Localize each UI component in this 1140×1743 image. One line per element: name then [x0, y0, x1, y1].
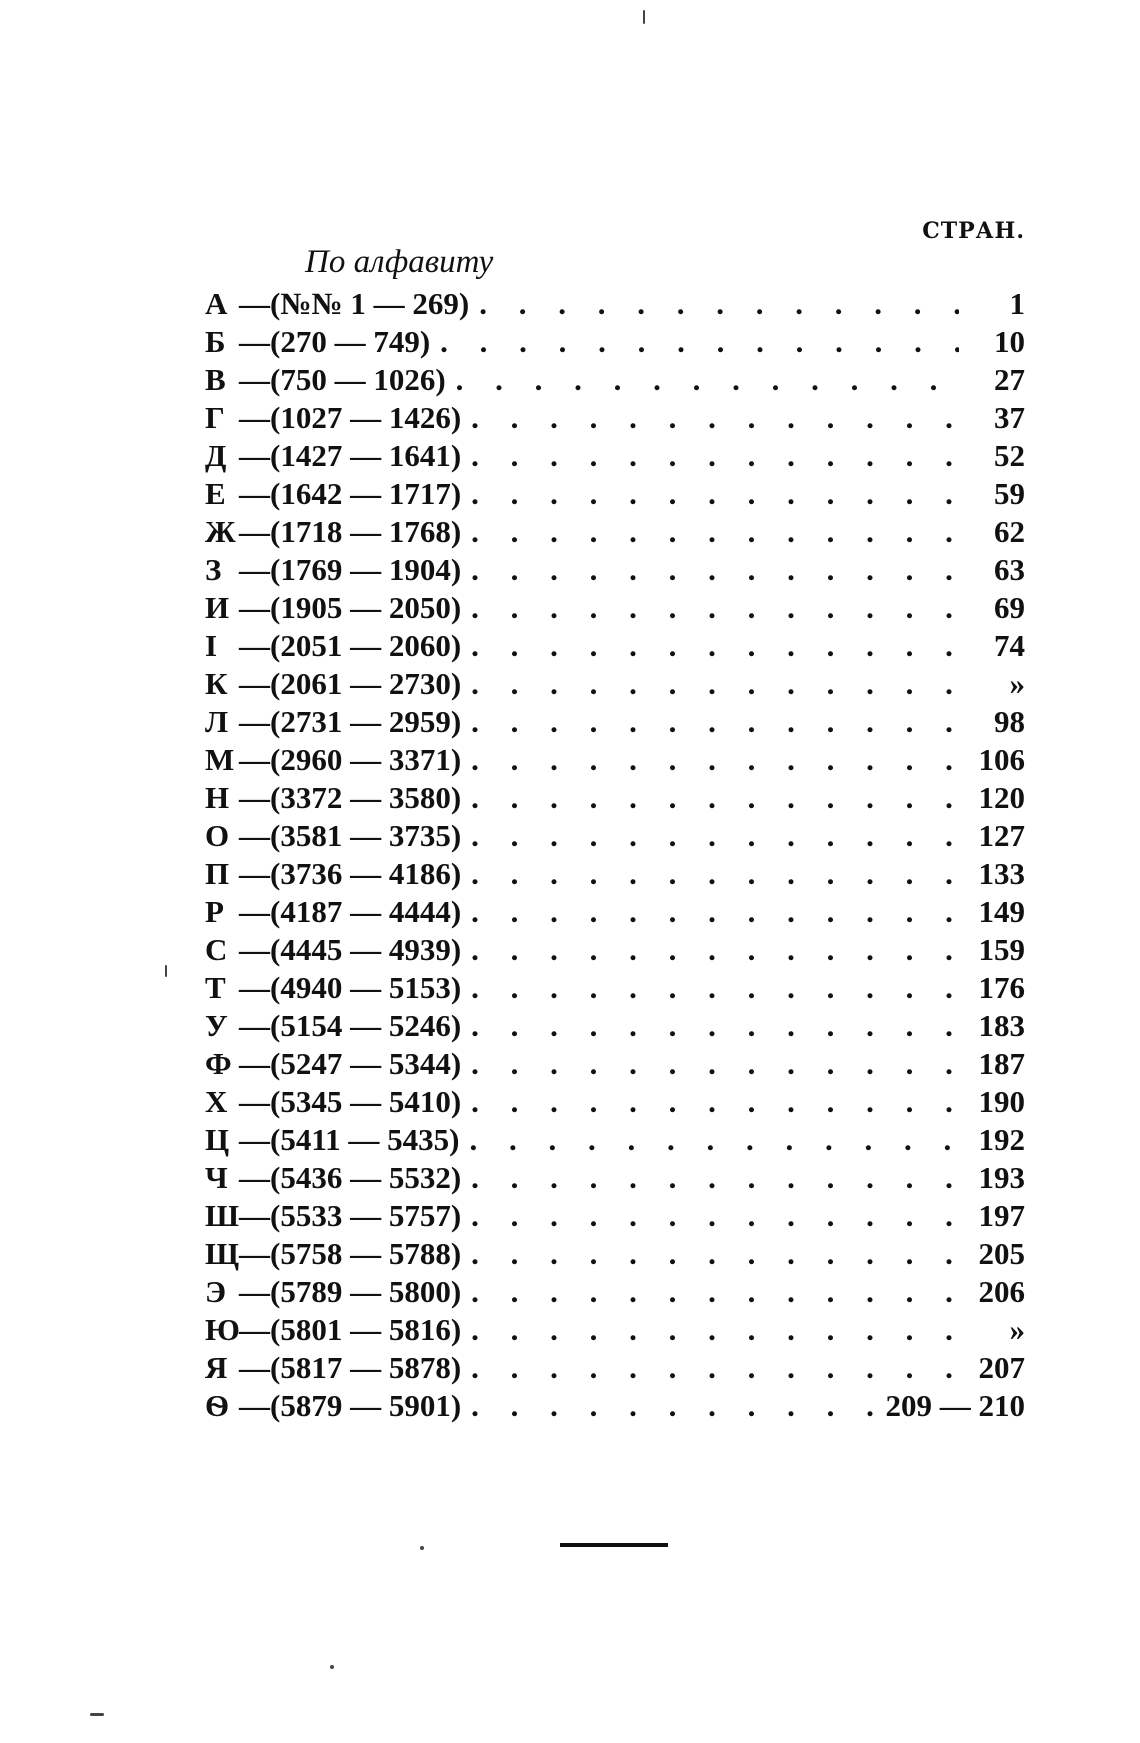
toc-row — [205, 285, 1025, 323]
toc-number-range: —(5789 — 5800) — [239, 1274, 462, 1309]
dot-leader — [471, 1235, 959, 1273]
toc-number-range: —(2051 — 2060) — [239, 628, 462, 663]
toc-row — [205, 1083, 1025, 1121]
toc-letter: Р — [205, 894, 224, 929]
toc-row — [205, 817, 1025, 855]
toc-number-range: —(5817 — 5878) — [239, 1350, 462, 1385]
dot-leader — [471, 893, 959, 931]
toc-row — [205, 893, 1025, 931]
toc-number-range: —(5533 — 5757) — [239, 1198, 462, 1233]
toc-row — [205, 627, 1025, 665]
toc-number-range: —(4187 — 4444) — [239, 894, 462, 929]
toc-number-range: —(5411 — 5435) — [239, 1122, 460, 1157]
toc-page-number: 133 — [978, 856, 1025, 891]
toc-page-number: 62 — [994, 514, 1025, 549]
section-title: По алфавиту — [305, 244, 494, 280]
dot-leader — [471, 1273, 959, 1311]
toc-row — [205, 1311, 1025, 1349]
toc-letter: Д — [205, 438, 227, 473]
toc-number-range: —(5879 — 5901) — [239, 1388, 462, 1423]
toc-page-number: 197 — [978, 1198, 1025, 1233]
toc-page-number: 52 — [994, 438, 1025, 473]
toc-letter: В — [205, 362, 226, 397]
toc-page-number: 106 — [978, 742, 1025, 777]
toc-row — [205, 1349, 1025, 1387]
toc-letter: С — [205, 932, 228, 967]
dot-leader — [471, 475, 959, 513]
toc-letter: И — [205, 590, 230, 625]
toc-row — [205, 779, 1025, 817]
toc-number-range: —(2731 — 2959) — [239, 704, 462, 739]
toc-page-number: 1 — [1009, 286, 1025, 321]
toc-letter: К — [205, 666, 228, 701]
toc-letter: О — [205, 818, 230, 853]
dot-leader — [471, 817, 959, 855]
toc-number-range: —(750 — 1026) — [239, 362, 446, 397]
toc-page-number: 187 — [978, 1046, 1025, 1081]
toc-number-range: —(4445 — 4939) — [239, 932, 462, 967]
toc-row — [205, 665, 1025, 703]
toc-page-number: 190 — [978, 1084, 1025, 1119]
toc-number-range: —(5436 — 5532) — [239, 1160, 462, 1195]
dot-leader — [471, 855, 959, 893]
toc-letter: Ш — [205, 1198, 240, 1233]
toc-page-number: 192 — [978, 1122, 1025, 1157]
toc-page-number: 206 — [978, 1274, 1025, 1309]
toc-letter: М — [205, 742, 235, 777]
toc-number-range: —(2061 — 2730) — [239, 666, 462, 701]
toc-letter: Ѳ — [205, 1388, 230, 1423]
toc-letter: Х — [205, 1084, 228, 1119]
dot-leader — [471, 1045, 959, 1083]
toc-number-range: —(1642 — 1717) — [239, 476, 462, 511]
dot-leader — [471, 665, 959, 703]
toc-page-number: » — [1009, 1312, 1025, 1347]
toc-row — [205, 1273, 1025, 1311]
toc-page-number: 69 — [994, 590, 1025, 625]
toc-page-number: 98 — [994, 704, 1025, 739]
dot-leader — [471, 551, 959, 589]
toc-number-range: —(5247 — 5344) — [239, 1046, 462, 1081]
dot-leader — [471, 703, 959, 741]
dot-leader — [471, 1159, 959, 1197]
toc-row — [205, 855, 1025, 893]
toc-letter: З — [205, 552, 222, 587]
toc-row — [205, 589, 1025, 627]
toc-row — [205, 1121, 1025, 1159]
toc-number-range: —(№№ 1 — 269) — [239, 286, 470, 321]
toc-letter: Ю — [205, 1312, 240, 1347]
dot-leader — [471, 1197, 959, 1235]
toc-page-number: 74 — [994, 628, 1025, 663]
toc-number-range: —(5345 — 5410) — [239, 1084, 462, 1119]
dot-leader — [471, 779, 959, 817]
table-of-contents — [205, 285, 1025, 1425]
toc-letter: Б — [205, 324, 226, 359]
toc-number-range: —(270 — 749) — [239, 324, 431, 359]
toc-letter: Н — [205, 780, 230, 815]
dot-leader — [471, 969, 959, 1007]
toc-page-number: 10 — [994, 324, 1025, 359]
dot-leader — [471, 437, 959, 475]
toc-letter: Ц — [205, 1122, 230, 1157]
toc-letter: П — [205, 856, 230, 891]
dot-leader — [469, 1121, 959, 1159]
toc-number-range: —(2960 — 3371) — [239, 742, 462, 777]
dot-leader — [456, 361, 959, 399]
toc-page-number: 63 — [994, 552, 1025, 587]
toc-number-range: —(5801 — 5816) — [239, 1312, 462, 1347]
scan-speck — [90, 1713, 104, 1716]
toc-letter: Щ — [205, 1236, 240, 1271]
toc-row — [205, 475, 1025, 513]
dot-leader — [471, 1311, 959, 1349]
toc-letter: Ф — [205, 1046, 232, 1081]
toc-number-range: —(3372 — 3580) — [239, 780, 462, 815]
dot-leader — [479, 285, 959, 323]
toc-page-number: 59 — [994, 476, 1025, 511]
dot-leader — [471, 589, 959, 627]
toc-letter: А — [205, 286, 228, 321]
toc-page-number: 120 — [978, 780, 1025, 815]
toc-letter: Э — [205, 1274, 227, 1309]
toc-page-number: 27 — [994, 362, 1025, 397]
toc-row — [205, 513, 1025, 551]
toc-page-number: 183 — [978, 1008, 1025, 1043]
toc-page-number: 37 — [994, 400, 1025, 435]
toc-row — [205, 1045, 1025, 1083]
dot-leader — [471, 1387, 879, 1425]
toc-page-number: 176 — [978, 970, 1025, 1005]
toc-number-range: —(1905 — 2050) — [239, 590, 462, 625]
toc-number-range: —(3736 — 4186) — [239, 856, 462, 891]
toc-letter: Ч — [205, 1160, 228, 1195]
toc-row — [205, 1235, 1025, 1273]
toc-row — [205, 1159, 1025, 1197]
dot-leader — [471, 399, 959, 437]
toc-letter: Ж — [205, 514, 236, 549]
toc-row — [205, 399, 1025, 437]
toc-row — [205, 437, 1025, 475]
toc-letter: Л — [205, 704, 229, 739]
toc-row — [205, 1387, 1025, 1425]
toc-page-number: 149 — [978, 894, 1025, 929]
toc-page-number: 159 — [978, 932, 1025, 967]
toc-number-range: —(4940 — 5153) — [239, 970, 462, 1005]
dot-leader — [471, 1083, 959, 1121]
toc-row — [205, 323, 1025, 361]
toc-page-number: 209 — 210 — [885, 1388, 1025, 1423]
toc-letter: I — [205, 628, 218, 663]
scan-speck — [165, 965, 167, 977]
toc-number-range: —(5758 — 5788) — [239, 1236, 462, 1271]
scan-speck — [420, 1546, 424, 1550]
dot-leader — [471, 1349, 959, 1387]
toc-letter: У — [205, 1008, 228, 1043]
toc-row — [205, 931, 1025, 969]
scan-speck — [643, 10, 645, 24]
closing-rule — [560, 1543, 668, 1547]
toc-page-number: » — [1009, 666, 1025, 701]
toc-number-range: —(3581 — 3735) — [239, 818, 462, 853]
toc-letter: Е — [205, 476, 226, 511]
toc-row — [205, 741, 1025, 779]
dot-leader — [471, 931, 959, 969]
page-column-label: СТРАН. — [922, 218, 1025, 244]
toc-page-number: 205 — [978, 1236, 1025, 1271]
dot-leader — [471, 741, 959, 779]
dot-leader — [471, 513, 959, 551]
toc-number-range: —(5154 — 5246) — [239, 1008, 462, 1043]
toc-row — [205, 969, 1025, 1007]
toc-page-number: 207 — [978, 1350, 1025, 1385]
toc-number-range: —(1427 — 1641) — [239, 438, 462, 473]
toc-row — [205, 703, 1025, 741]
toc-letter: Я — [205, 1350, 228, 1385]
toc-letter: Т — [205, 970, 226, 1005]
toc-number-range: —(1027 — 1426) — [239, 400, 462, 435]
dot-leader — [440, 323, 959, 361]
toc-row — [205, 1197, 1025, 1235]
toc-number-range: —(1769 — 1904) — [239, 552, 462, 587]
toc-number-range: —(1718 — 1768) — [239, 514, 462, 549]
toc-page-number: 193 — [978, 1160, 1025, 1195]
scan-speck — [330, 1665, 334, 1669]
toc-letter: Г — [205, 400, 225, 435]
dot-leader — [471, 1007, 959, 1045]
toc-row — [205, 361, 1025, 399]
toc-row — [205, 1007, 1025, 1045]
toc-page-number: 127 — [978, 818, 1025, 853]
toc-row — [205, 551, 1025, 589]
dot-leader — [471, 627, 959, 665]
